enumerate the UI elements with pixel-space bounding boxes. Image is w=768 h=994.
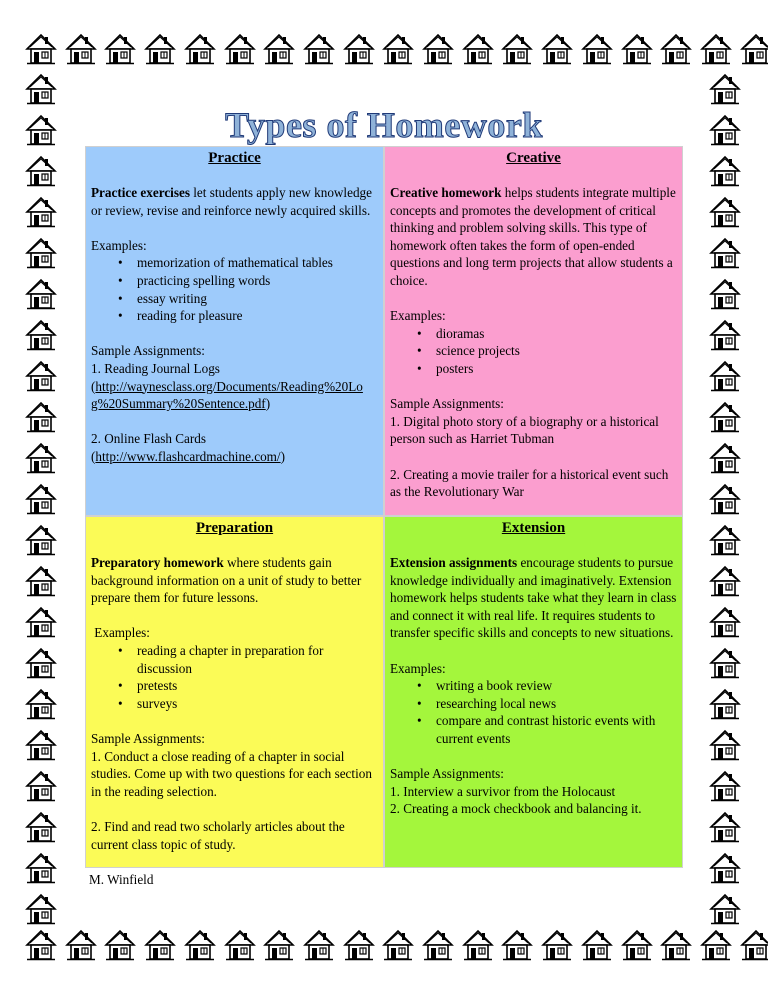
schoolhouse-icon (27, 931, 55, 960)
schoolhouse-icon (27, 403, 55, 432)
extension-examples-label: Examples: (390, 660, 446, 676)
practice-panel (85, 146, 384, 516)
schoolhouse-icon (711, 854, 739, 883)
schoolhouse-icon (384, 931, 412, 960)
preparation-examples-list (91, 642, 380, 712)
schoolhouse-icon (265, 35, 293, 64)
list-item: • reading for pleasure (91, 307, 380, 325)
schoolhouse-icon (27, 649, 55, 678)
schoolhouse-icon (711, 321, 739, 350)
schoolhouse-icon (345, 931, 373, 960)
schoolhouse-icon (27, 444, 55, 473)
list-item: • writing a book review (390, 677, 679, 695)
schoolhouse-icon (711, 690, 739, 719)
list-item: • compare and contrast historic events with current events (390, 712, 679, 747)
schoolhouse-icon (583, 35, 611, 64)
practice-heading: Practice (208, 150, 261, 166)
schoolhouse-icon (305, 35, 333, 64)
schoolhouse-icon (711, 813, 739, 842)
schoolhouse-icon (226, 931, 254, 960)
schoolhouse-icon (662, 35, 690, 64)
schoolhouse-icon (27, 813, 55, 842)
practice-sample-1-link[interactable]: http://waynesclass.org/Documents/Reading%20Log%20Summary%20Sentence.pdf (91, 378, 363, 412)
creative-intro: helps students integrate multiple concepts and promotes the development of critical thinking and problem solving skills. This type of homework often takes the form of open-ended questions and long term projects that allow students a choice. (390, 185, 676, 288)
schoolhouse-icon (27, 731, 55, 760)
schoolhouse-icon (623, 931, 651, 960)
schoolhouse-icon (305, 931, 333, 960)
schoolhouse-icon (186, 35, 214, 64)
creative-heading: Creative (506, 150, 561, 166)
list-item: • reading a chapter in preparation for discussion (91, 642, 380, 677)
practice-intro: let students apply new knowledge or review, revise and reinforce newly acquired skills. (91, 185, 372, 218)
practice-sample-2: 2. Online Flash Cards (91, 431, 207, 447)
schoolhouse-icon (464, 931, 492, 960)
schoolhouse-icon (711, 526, 739, 555)
schoolhouse-icon (106, 931, 134, 960)
schoolhouse-icon (27, 772, 55, 801)
schoolhouse-icon (711, 362, 739, 391)
extension-sample-2: 2. Creating a mock checkbook and balancing it. (390, 801, 642, 817)
schoolhouse-icon (106, 35, 134, 64)
schoolhouse-icon (146, 931, 174, 960)
schoolhouse-icon (27, 854, 55, 883)
extension-body (390, 554, 679, 818)
practice-sample-1: 1. Reading Journal Logs (91, 360, 220, 376)
schoolhouse-icon (27, 239, 55, 268)
schoolhouse-icon (711, 198, 739, 227)
schoolhouse-icon (623, 35, 651, 64)
extension-samples-label: Sample Assignments: (390, 766, 504, 782)
list-item: • memorization of mathematical tables (91, 254, 380, 272)
extension-panel (384, 516, 683, 868)
schoolhouse-icon (583, 931, 611, 960)
schoolhouse-icon (702, 931, 730, 960)
list-item: • researching local news (390, 695, 679, 713)
schoolhouse-icon (711, 75, 739, 104)
schoolhouse-icon (146, 35, 174, 64)
page-title: Types of Homework (225, 105, 543, 145)
preparation-intro: where students gain background information on a unit of study to better prepare them for future lessons. (91, 555, 362, 606)
schoolhouse-icon (711, 403, 739, 432)
extension-sample-1: 1. Interview a survivor from the Holocaust (390, 783, 616, 799)
schoolhouse-icon (711, 485, 739, 514)
schoolhouse-icon (543, 35, 571, 64)
extension-examples-list (390, 677, 679, 747)
schoolhouse-icon (543, 931, 571, 960)
creative-examples-label: Examples: (390, 308, 446, 324)
preparation-sample-1: 1. Conduct a close reading of a chapter in social studies. Come up with two questions for each section in the reading selection. (91, 748, 372, 799)
creative-sample-2: 2. Creating a movie trailer for a historical event such as the Revolutionary War (390, 466, 669, 500)
preparation-intro-bold: Preparatory homework (91, 555, 224, 570)
practice-examples-label: Examples: (91, 237, 147, 253)
schoolhouse-icon (503, 35, 531, 64)
schoolhouse-icon (27, 567, 55, 596)
schoolhouse-icon (27, 690, 55, 719)
schoolhouse-icon (424, 35, 452, 64)
list-item: • practicing spelling words (91, 272, 380, 290)
schoolhouse-icon (226, 35, 254, 64)
author-name: M. Winfield (89, 872, 154, 887)
list-item: • dioramas (390, 325, 679, 343)
preparation-body (91, 554, 380, 853)
schoolhouse-icon (345, 35, 373, 64)
schoolhouse-icon (27, 280, 55, 309)
schoolhouse-icon (711, 280, 739, 309)
schoolhouse-icon (27, 75, 55, 104)
practice-body: Practice exercises let students apply new knowledge or review, revise and reinforce newly acquired skills. Examples: • memorization of mathematical tables • practicing spelling words • essay writing • reading for pleasure Sample Assignments: 1. Reading Journal Logs (http://waynesclass.org/Documents/Reading%20Log%20Summary%20Sentence.pdf) 2. Online Flash Cards (http://www.flashcardmachine.com/) (91, 184, 380, 466)
schoolhouse-icon (384, 35, 412, 64)
schoolhouse-icon (67, 35, 95, 64)
schoolhouse-icon (27, 895, 55, 924)
list-item: • essay writing (91, 290, 380, 308)
schoolhouse-icon (711, 731, 739, 760)
schoolhouse-icon (67, 931, 95, 960)
schoolhouse-icon (742, 931, 768, 960)
practice-intro-bold: Practice exercises (91, 185, 190, 200)
schoolhouse-icon (503, 931, 531, 960)
schoolhouse-icon (186, 931, 214, 960)
extension-intro-bold: Extension assignments (390, 555, 518, 570)
schoolhouse-icon (265, 931, 293, 960)
list-item: • posters (390, 360, 679, 378)
creative-examples-list (390, 325, 679, 378)
list-item: • surveys (91, 695, 380, 713)
schoolhouse-icon (742, 35, 768, 64)
practice-sample-2-link[interactable]: http://www.flashcardmachine.com/ (95, 448, 281, 464)
extension-heading: Extension (501, 520, 566, 536)
schoolhouse-icon (464, 35, 492, 64)
preparation-examples-label: Examples: (91, 625, 150, 641)
creative-panel (384, 146, 683, 516)
schoolhouse-icon (711, 608, 739, 637)
schoolhouse-icon (711, 772, 739, 801)
schoolhouse-icon (27, 35, 55, 64)
schoolhouse-icon (27, 321, 55, 350)
practice-samples-label: Sample Assignments: (91, 343, 205, 359)
schoolhouse-icon (702, 35, 730, 64)
schoolhouse-icon (711, 239, 739, 268)
schoolhouse-icon (662, 931, 690, 960)
schoolhouse-icon (424, 931, 452, 960)
schoolhouse-icon (27, 608, 55, 637)
practice-examples-list (91, 254, 380, 324)
schoolhouse-icon (27, 362, 55, 391)
creative-samples-label: Sample Assignments: (390, 396, 504, 412)
preparation-panel (85, 516, 384, 868)
schoolhouse-icon (27, 485, 55, 514)
schoolhouse-icon (711, 444, 739, 473)
schoolhouse-icon (27, 157, 55, 186)
list-item: • pretests (91, 677, 380, 695)
list-item: • science projects (390, 342, 679, 360)
homework-grid (85, 146, 683, 868)
creative-sample-1: 1. Digital photo story of a biography or a historical person such as Harriet Tubman (390, 413, 659, 447)
schoolhouse-icon (711, 567, 739, 596)
creative-intro-bold: Creative homework (390, 185, 502, 200)
schoolhouse-icon (711, 895, 739, 924)
creative-body (390, 184, 679, 501)
schoolhouse-icon (711, 157, 739, 186)
schoolhouse-icon (711, 649, 739, 678)
preparation-samples-label: Sample Assignments: (91, 730, 205, 746)
schoolhouse-icon (27, 198, 55, 227)
schoolhouse-icon (27, 526, 55, 555)
extension-intro: encourage students to pursue knowledge individually and imaginatively. Extension homework helps students take what they learn in class and connect it with real life. It requires students to transfer specific skills and concepts to new situations. (390, 555, 677, 641)
preparation-heading: Preparation (195, 520, 274, 536)
preparation-sample-2: 2. Find and read two scholarly articles about the current class topic of study. (91, 818, 345, 852)
